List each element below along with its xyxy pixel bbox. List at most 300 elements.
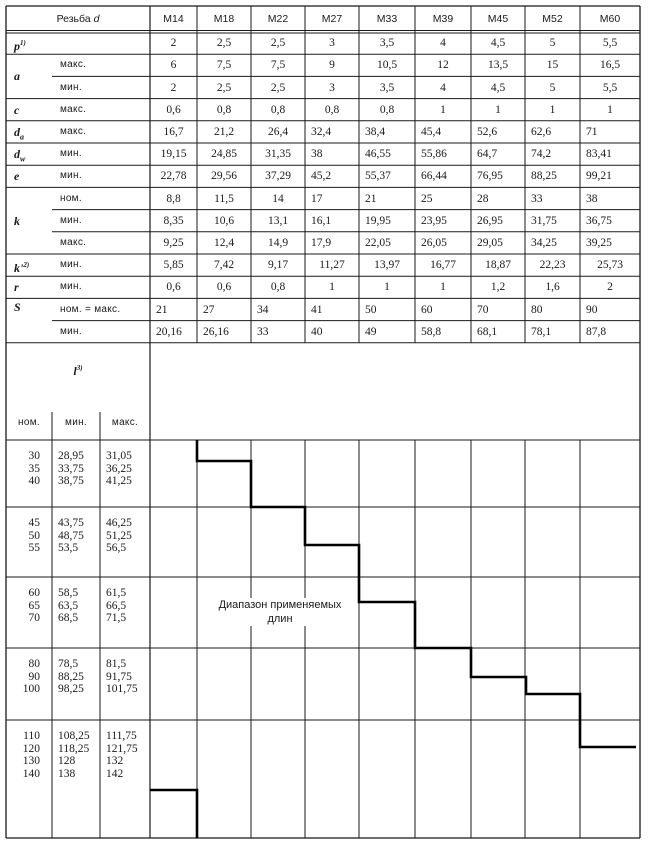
table-cell	[477, 214, 519, 228]
cell-value: 34,25	[531, 236, 557, 249]
qualifier-label: мин.	[60, 170, 82, 182]
cell-value: 5,85	[163, 259, 184, 272]
table-cell	[203, 103, 245, 117]
row-symbol	[14, 147, 54, 166]
row-symbol-text: a	[14, 69, 20, 84]
cell-value: 16,1	[311, 214, 332, 227]
qualifier-label: мин.	[60, 325, 82, 337]
cell-value: 6	[170, 59, 177, 72]
table-cell	[586, 258, 634, 272]
cell-value: 9,17	[267, 259, 289, 272]
table-cell	[156, 169, 191, 183]
cell-value: 29,56	[211, 170, 237, 183]
table-cell	[586, 36, 634, 50]
cell-value: 8,8	[166, 192, 181, 205]
table-cell	[477, 258, 519, 272]
cell-value: 2,5	[270, 81, 286, 94]
table-cell	[586, 125, 634, 139]
table-cell	[421, 147, 465, 161]
cell-value: 25,73	[597, 259, 623, 272]
cell-value: 7,5	[216, 59, 232, 72]
table-cell	[421, 81, 465, 95]
cell-value: 23,95	[421, 214, 447, 227]
row-symbol	[14, 300, 54, 314]
table-cell	[311, 280, 353, 294]
qualifier-label: мин.	[60, 259, 82, 271]
cell-value: 88,25	[531, 170, 557, 183]
row-qualifier	[60, 103, 150, 117]
cell-value: 90	[586, 303, 598, 316]
cell-value: 55,86	[421, 148, 447, 161]
table-cell	[257, 192, 299, 206]
table-cell	[365, 147, 409, 161]
table-cell	[586, 280, 634, 294]
table-cell	[257, 325, 299, 339]
table-cell	[156, 125, 191, 139]
table-cell	[477, 192, 519, 206]
qualifier-label: мин.	[60, 281, 82, 293]
cell-value: 68,1	[477, 325, 498, 338]
qualifier-label: ном. = макс.	[60, 303, 121, 315]
table-cell	[586, 103, 634, 117]
length-max: 111,75 121,75 132 142	[106, 730, 138, 780]
table-cell	[365, 81, 409, 95]
table-cell	[531, 303, 574, 317]
table-cell	[365, 280, 409, 294]
cell-value: 22,78	[160, 170, 187, 183]
cell-value: 5,5	[602, 81, 618, 94]
table-cell	[421, 214, 465, 228]
table-cell	[531, 258, 574, 272]
row-symbol-text: k	[14, 213, 20, 228]
table-cell	[586, 169, 634, 183]
cell-value: 3	[329, 81, 335, 94]
cell-value: 1,6	[545, 281, 560, 294]
cell-value: 13,1	[267, 214, 289, 227]
column-header-label: M39	[432, 13, 454, 25]
column-header-label: M18	[213, 13, 235, 25]
cell-value: 9,25	[163, 236, 184, 249]
table-cell	[531, 81, 574, 95]
table-cell	[531, 125, 574, 139]
cell-value: 46,55	[365, 148, 391, 161]
column-header	[251, 12, 305, 26]
table-cell	[586, 81, 634, 95]
table-cell	[156, 214, 191, 228]
length-nominal: 110 120 130 140	[22, 730, 40, 780]
cell-value: 9	[329, 59, 335, 72]
row-qualifier	[60, 303, 150, 317]
row-symbol-superscript: 1)	[20, 39, 26, 48]
row-qualifier	[60, 58, 150, 72]
row-symbol-superscript: 2)	[23, 261, 30, 270]
cell-value: 66,44	[421, 170, 447, 183]
table-cell	[477, 280, 519, 294]
length-symbol-text: l	[73, 364, 77, 378]
table-cell	[311, 147, 353, 161]
column-header	[471, 12, 525, 26]
column-header-label: M52	[542, 13, 563, 25]
cell-value: 36,75	[586, 214, 612, 227]
table-cell	[203, 81, 245, 95]
cell-value: 8,35	[163, 214, 184, 227]
cell-value: 60	[421, 303, 433, 316]
length-symbol-sup: 3)	[76, 364, 83, 372]
table-cell	[365, 125, 409, 139]
table-cell	[531, 58, 574, 72]
cell-value: 49	[365, 325, 377, 338]
length-min: 43,75 48,75 53,5	[58, 517, 84, 554]
table-cell	[531, 236, 574, 250]
table-cell	[477, 103, 519, 117]
length-symbol	[6, 361, 150, 378]
cell-value: 2	[170, 81, 177, 94]
cell-value: 70	[477, 303, 489, 316]
length-max: 61,5 66,5 71,5	[106, 587, 127, 624]
table-cell	[156, 236, 191, 250]
column-header-label: M33	[376, 13, 398, 25]
table-cell	[311, 81, 353, 95]
qualifier-label: мин.	[60, 214, 82, 226]
table-cell	[365, 58, 409, 72]
qualifier-label: ном.	[60, 192, 82, 204]
cell-value: 1	[384, 281, 390, 294]
table-cell	[421, 258, 465, 272]
table-cell	[365, 169, 409, 183]
cell-value: 0,6	[216, 281, 232, 294]
row-symbol	[14, 169, 54, 183]
table-cell	[311, 58, 353, 72]
table-cell	[477, 125, 519, 139]
column-header-label: M45	[487, 13, 509, 25]
cell-value: 45,2	[311, 170, 332, 183]
table-cell	[531, 192, 574, 206]
cell-value: 12,4	[213, 236, 235, 249]
row-symbol	[14, 258, 54, 275]
table-cell	[477, 169, 519, 183]
row-qualifier	[60, 192, 150, 206]
row-qualifier	[60, 125, 150, 139]
cell-value: 0,8	[216, 103, 232, 116]
row-symbol-subscript: a	[20, 132, 24, 142]
cell-value: 14	[272, 192, 284, 205]
table-cell	[531, 325, 574, 339]
table-cell	[257, 81, 299, 95]
cell-value: 1	[329, 281, 335, 294]
table-cell	[531, 36, 574, 50]
cell-value: 4	[440, 37, 446, 50]
cell-value: 14,9	[267, 236, 289, 249]
column-header	[150, 12, 197, 26]
table-cell	[421, 58, 465, 72]
table-cell	[311, 303, 353, 317]
table-cell	[531, 103, 574, 117]
cell-value: 25	[421, 192, 433, 205]
table-cell	[365, 303, 409, 317]
table-cell	[365, 192, 409, 206]
length-max: 46,25 51,25 56,5	[106, 517, 132, 554]
row-symbol-text: r	[14, 280, 19, 295]
table-cell	[257, 125, 299, 139]
min-length-boundary-line	[150, 790, 197, 838]
column-header-label: M22	[267, 13, 289, 25]
cell-value: 32,4	[311, 125, 332, 138]
cell-value: 16,5	[599, 59, 621, 72]
qualifier-label: макс.	[60, 236, 87, 248]
cell-value: 50	[365, 303, 377, 316]
cell-value: 18,87	[485, 259, 511, 272]
cell-value: 2	[170, 37, 177, 50]
cell-value: 31,35	[265, 148, 291, 161]
cell-value: 19,95	[365, 214, 391, 227]
table-cell	[257, 147, 299, 161]
table-cell	[156, 280, 191, 294]
cell-value: 37,29	[265, 170, 291, 183]
qualifier-label: макс.	[60, 59, 87, 71]
cell-value: 21	[156, 303, 168, 316]
cell-value: 1	[440, 281, 446, 294]
row-qualifier	[60, 280, 150, 294]
length-max: 81,5 91,75 101,75	[106, 658, 138, 695]
length-col-header	[52, 416, 100, 430]
cell-value: 1	[495, 103, 501, 116]
table-cell	[477, 36, 519, 50]
cell-value: 71	[586, 125, 598, 138]
table-cell	[365, 325, 409, 339]
cell-value: 64,7	[477, 148, 498, 161]
header-thread	[6, 12, 150, 26]
table-cell	[257, 169, 299, 183]
cell-value: 10,6	[213, 214, 235, 227]
row-qualifier	[60, 147, 150, 161]
length-col-label: мин.	[65, 417, 87, 428]
cell-value: 2,5	[216, 81, 232, 94]
table-cell	[586, 192, 634, 206]
length-col-header	[100, 416, 150, 430]
cell-value: 40	[311, 325, 323, 338]
cell-value: 19,15	[160, 148, 187, 161]
table-cell	[586, 303, 634, 317]
qualifier-label: макс.	[60, 103, 87, 115]
cell-value: 16,77	[430, 259, 456, 272]
table-cell	[257, 280, 299, 294]
table-cell	[365, 36, 409, 50]
cell-value: 10,5	[376, 59, 398, 72]
length-min: 28,95 33,75 38,75	[58, 450, 84, 487]
header-symbol: d	[93, 13, 100, 25]
cell-value: 21	[365, 192, 377, 205]
table-cell	[421, 103, 465, 117]
table-cell	[156, 147, 191, 161]
table-cell	[156, 36, 191, 50]
applicable-range-label: Диапазон применяемых длин	[205, 598, 355, 626]
cell-value: 29,05	[477, 236, 503, 249]
row-qualifier	[60, 236, 150, 250]
cell-value: 5	[549, 37, 556, 50]
column-header	[359, 12, 415, 26]
table-cell	[311, 103, 353, 117]
table-cell	[477, 81, 519, 95]
table-cell	[156, 325, 191, 339]
cell-value: 27	[203, 303, 215, 316]
table-cell	[257, 58, 299, 72]
table-cell	[156, 103, 191, 117]
cell-value: 0,6	[166, 281, 181, 294]
table-cell	[421, 236, 465, 250]
cell-value: 0,8	[324, 103, 340, 116]
cell-value: 45,4	[421, 125, 442, 138]
length-nominal: 30 35 40	[28, 450, 40, 487]
qualifier-label: мин.	[60, 81, 82, 93]
row-symbol-text: p	[14, 39, 20, 54]
length-min: 58,5 63,5 68,5	[58, 587, 79, 624]
cell-value: 74,2	[531, 148, 552, 161]
row-symbol	[14, 103, 54, 117]
row-qualifier	[60, 169, 150, 183]
table-cell	[421, 125, 465, 139]
table-cell	[311, 125, 353, 139]
table-cell	[203, 280, 245, 294]
column-header	[305, 12, 359, 26]
row-symbol	[14, 280, 54, 294]
table-cell	[156, 258, 191, 272]
cell-value: 0,8	[379, 103, 395, 116]
cell-value: 2,5	[216, 37, 232, 50]
cell-value: 99,21	[586, 170, 612, 183]
cell-value: 38	[586, 192, 598, 205]
table-cell	[257, 258, 299, 272]
length-nominal: 80 90 100	[22, 658, 40, 695]
table-cell	[156, 303, 191, 317]
cell-value: 7,5	[270, 59, 286, 72]
column-header	[580, 12, 640, 26]
cell-value: 3,5	[379, 81, 395, 94]
table-cell	[311, 258, 353, 272]
table-cell	[257, 236, 299, 250]
cell-value: 1	[607, 103, 613, 116]
cell-value: 80	[531, 303, 543, 316]
cell-value: 15	[546, 59, 559, 72]
table-cell	[203, 169, 245, 183]
cell-value: 26,05	[421, 236, 447, 249]
cell-value: 83,41	[586, 148, 612, 161]
cell-value: 22,23	[539, 259, 566, 272]
table-cell	[257, 36, 299, 50]
table-cell	[477, 58, 519, 72]
cell-value: 39,25	[586, 236, 612, 249]
header-label: Резьба	[56, 13, 91, 25]
table-cell	[311, 325, 353, 339]
column-header-label: M14	[163, 13, 184, 25]
table-cell	[531, 214, 574, 228]
table-cell	[531, 169, 574, 183]
column-header	[197, 12, 251, 26]
column-header	[525, 12, 580, 26]
length-min: 78,5 88,25 98,25	[58, 658, 84, 695]
cell-value: 21,2	[213, 125, 235, 138]
row-symbol-text: d	[14, 147, 20, 162]
table-cell	[311, 214, 353, 228]
cell-value: 4,5	[490, 37, 506, 50]
table-cell	[586, 147, 634, 161]
cell-value: 7,42	[213, 259, 235, 272]
cell-value: 11,5	[214, 192, 234, 205]
table-cell	[257, 303, 299, 317]
table-cell	[203, 303, 245, 317]
row-symbol	[14, 214, 54, 228]
table-cell	[586, 58, 634, 72]
table-cell	[421, 325, 465, 339]
row-symbol-text: k'	[14, 261, 24, 276]
row-symbol	[14, 125, 54, 144]
row-symbol	[14, 69, 54, 83]
row-qualifier	[60, 214, 150, 228]
table-cell	[531, 147, 574, 161]
table-cell	[421, 169, 465, 183]
table-cell	[311, 36, 353, 50]
cell-value: 20,16	[156, 325, 182, 338]
cell-value: 17	[311, 192, 323, 205]
table-cell	[365, 103, 409, 117]
qualifier-label: мин.	[60, 148, 82, 160]
table-cell	[421, 192, 465, 206]
table-cell	[365, 214, 409, 228]
cell-value: 11,27	[319, 259, 345, 272]
cell-value: 87,8	[586, 325, 607, 338]
table-cell	[586, 214, 634, 228]
table-cell	[203, 258, 245, 272]
row-symbol	[14, 36, 54, 53]
table-cell	[156, 58, 191, 72]
table-cell	[421, 303, 465, 317]
cell-value: 0,6	[166, 103, 181, 116]
table-cell	[257, 214, 299, 228]
table-cell	[586, 236, 634, 250]
length-min: 108,25 118,25 128 138	[58, 730, 90, 780]
cell-value: 5,5	[602, 37, 618, 50]
cell-value: 78,1	[531, 325, 552, 338]
table-cell	[203, 147, 245, 161]
row-symbol-text: S	[14, 300, 21, 315]
table-cell	[365, 258, 409, 272]
table-cell	[365, 236, 409, 250]
cell-value: 26,16	[203, 325, 229, 338]
max-length-boundary-line	[197, 440, 636, 747]
qualifier-label: макс.	[60, 125, 87, 137]
cell-value: 34	[257, 303, 269, 316]
table-cell	[156, 192, 191, 206]
row-qualifier	[60, 258, 150, 272]
cell-value: 3,5	[379, 37, 395, 50]
cell-value: 38	[311, 148, 323, 161]
cell-value: 1,2	[490, 281, 506, 294]
table-cell	[311, 192, 353, 206]
row-qualifier	[60, 325, 150, 339]
cell-value: 2,5	[270, 37, 286, 50]
row-symbol-text: e	[14, 169, 20, 184]
cell-value: 24,85	[211, 148, 237, 161]
cell-value: 55,37	[365, 170, 391, 183]
row-symbol-text: d	[14, 124, 20, 139]
length-col-label: макс.	[111, 417, 139, 428]
cell-value: 33	[257, 325, 269, 338]
cell-value: 2	[607, 281, 613, 294]
table-cell	[203, 192, 245, 206]
table-cell	[477, 303, 519, 317]
length-max: 31,05 36,25 41,25	[106, 450, 132, 487]
cell-value: 76,95	[477, 170, 503, 183]
table-cell	[311, 236, 353, 250]
